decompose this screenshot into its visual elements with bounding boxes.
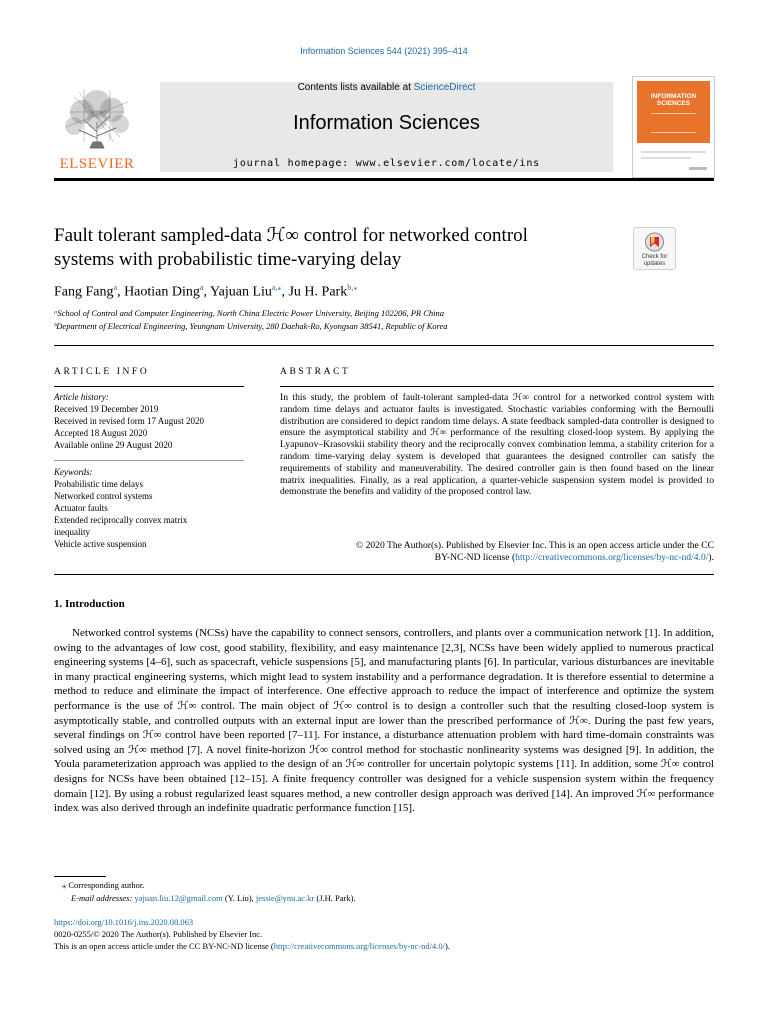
cover-text-line xyxy=(641,157,691,159)
header-rule xyxy=(54,178,714,181)
elsevier-tree-icon xyxy=(54,82,140,172)
history-item: Received in revised form 17 August 2020 xyxy=(54,416,204,426)
history-item: Accepted 18 August 2020 xyxy=(54,428,148,438)
journal-homepage[interactable]: journal homepage: www.elsevier.com/locate/ins xyxy=(233,158,540,169)
doi-line xyxy=(54,917,193,927)
copyright-line: © 2020 The Author(s). Published by Elsevier Inc. This is an open access article under the CC xyxy=(355,540,714,551)
elsevier-logo xyxy=(54,82,140,172)
email-owner: (J.H. Park). xyxy=(314,893,356,903)
keyword-item: Probabilistic time delays xyxy=(54,479,143,489)
abstract-rule xyxy=(280,386,714,387)
email-label: E-mail addresses: xyxy=(71,893,135,903)
article-title xyxy=(54,224,624,272)
oa-license-link[interactable]: http://creativecommons.org/licenses/by-nc-nd/4.0/ xyxy=(273,941,445,951)
journal-title: Information Sciences xyxy=(293,112,480,134)
cover-color-block xyxy=(637,81,710,143)
sciencedirect-link[interactable]: ScienceDirect xyxy=(413,82,476,93)
email-link[interactable]: jessie@ynu.ac.kr xyxy=(255,893,315,903)
abstract-text: In this study, the problem of fault-tolerant sampled-data ℋ∞ control for a networked control system with random time delays and actuator faults is investigated. Stochastic variables conforming with the Bernoulli distribution are considered to depict random time delays. A state feedback sampled-data controller is designed to ensure the asymptotical stability and ℋ∞ performance of the resulting closed-loop system. By applying the Lyapunov–Krasovskii stability theory and the reciprocally convex combination lemma, a stability criterion for a random time-varying delay system is developed that guarantees the designed controller can satisfy the requirements of stability and maneuverability. The desired controller gain is then found based on the linear matrix inequalities. Finally, as a real application, a quarter-vehicle suspension system model is provided to demonstrate the benefits and validity of the proposed control law. xyxy=(280,392,714,498)
history-label: Article history: xyxy=(54,392,109,402)
email-link[interactable]: yajuan.liu.12@gmail.com xyxy=(134,893,223,903)
cover-decoration xyxy=(651,113,696,133)
journal-cover-thumbnail[interactable] xyxy=(632,76,715,178)
author-affiliation-mark[interactable]: b,⁎ xyxy=(347,283,358,292)
author-name[interactable]: Fang Fang xyxy=(54,284,114,300)
cover-text-line xyxy=(641,151,706,153)
section-heading-introduction: 1. Introduction xyxy=(54,598,125,610)
check-for-updates-badge[interactable] xyxy=(633,227,676,270)
cover-title: INFORMATION SCIENCES xyxy=(650,93,697,107)
keyword-item: inequality xyxy=(54,527,90,537)
abstract-heading: ABSTRACT xyxy=(280,367,351,377)
history-item: Available online 29 August 2020 xyxy=(54,440,173,450)
oa-suffix: ). xyxy=(445,941,450,951)
keyword-item: Networked control systems xyxy=(54,491,153,501)
author-list: Fang Fang$^a$, Haotian Ding$^a$, Yajuan Liu$^{a,⁎}$, Ju H. Park$^{b,⁎}$ xyxy=(54,283,358,300)
author-affiliation-mark[interactable]: a xyxy=(113,283,118,292)
check-for-updates-label: Check for updates xyxy=(641,254,668,267)
journal-citation[interactable]: Information Sciences 544 (2021) 395–414 xyxy=(300,46,468,56)
cover-publisher-mark xyxy=(689,167,707,170)
keyword-item: Actuator faults xyxy=(54,503,108,513)
footnote-rule xyxy=(54,876,106,877)
affiliation-rule xyxy=(54,345,714,346)
affiliation-b: ᵇDepartment of Electrical Engineering, Yeungnam University, 280 Daehak-Ro, Kyongsan 38541, Republic of Korea xyxy=(54,321,448,331)
email-owner: (Y. Liu), xyxy=(222,893,256,903)
copyright-line xyxy=(280,552,714,564)
article-title-line: Fault tolerant sampled-data ℋ∞ control for networked control xyxy=(54,225,528,246)
keyword-item: Vehicle active suspension xyxy=(54,539,147,549)
author-name[interactable]: Haotian Ding xyxy=(124,284,200,300)
issn-line: 0020-0255/© 2020 The Author(s). Published by Elsevier Inc. xyxy=(54,929,263,939)
article-info-rule xyxy=(54,386,244,387)
abstract-copyright xyxy=(280,540,714,564)
keyword-item: Extended reciprocally convex matrix xyxy=(54,515,188,525)
author-affiliation-mark[interactable]: a,⁎ xyxy=(271,283,282,292)
open-access-line xyxy=(54,941,450,951)
doi-link[interactable]: https://doi.org/10.1016/j.ins.2020.08.063 xyxy=(54,917,194,927)
email-addresses xyxy=(71,893,356,903)
keywords-rule xyxy=(54,460,244,461)
affiliation-a: ᵃSchool of Control and Computer Engineering, North China Electric Power University, Beijing 102206, PR China xyxy=(54,308,445,318)
contents-line xyxy=(160,82,613,93)
article-title-line: systems with probabilistic time-varying delay xyxy=(54,249,402,270)
keywords-label: Keywords: xyxy=(54,467,93,477)
article-info-heading: ARTICLE INFO xyxy=(54,367,150,377)
corresponding-author-note: ⁎ Corresponding author. xyxy=(62,880,145,890)
license-prefix: BY-NC-ND license ( xyxy=(434,551,516,563)
author-affiliation-mark[interactable]: a xyxy=(199,283,204,292)
license-link[interactable]: http://creativecommons.org/licenses/by-nc-nd/4.0/ xyxy=(515,551,709,563)
author-name[interactable]: Yajuan Liu xyxy=(209,284,272,300)
elsevier-wordmark: ELSEVIER xyxy=(59,156,135,172)
author-name[interactable]: Ju H. Park xyxy=(288,284,348,300)
contents-prefix: Contents lists available at xyxy=(297,82,414,93)
license-suffix: ). xyxy=(708,551,714,563)
abstract-bottom-rule xyxy=(54,574,714,575)
history-item: Received 19 December 2019 xyxy=(54,404,159,414)
oa-prefix: This is an open access article under the CC BY-NC-ND license ( xyxy=(54,941,274,951)
introduction-paragraph: Networked control systems (NCSs) have the capability to connect sensors, controllers, and plants over a communication network [1]. In addition, owing to the advantages of low cost, good stability, flexibility, and easy maintenance [2,3], NCSs have been widely applied to numerous practical engineering systems [4–6], such as spacecraft, vehicle suspensions [5], and manufacturing plants [6]. In particular, various disturbances are inevitable in many practical engineering systems, which might lead to system instability and a performance degradation. It is therefore essential to determine a method to reduce and eliminate the impact of interference. One effective approach to reduce the impact of interference and optimize the system performance is the use of ℋ∞ control. The main object of ℋ∞ control is to design a controller such that the resulting closed-loop system is asymptotically stable, and controlled outputs with an external input are lower than the prescribed performance of ℋ∞. During the past few years, several findings on ℋ∞ control have been reported [7–11]. For instance, a disturbance attenuation problem with hard time-domain constraints was solved using an ℋ∞ method [7]. A novel finite-horizon ℋ∞ control method for stochastic nonlinearity systems was designed [9]. In addition, the Youla parameterization approach was applied to the design of an ℋ∞ controller for uncertain polytopic systems [11]. In addition, some ℋ∞ control designs for NCSs have been obtained [12–15]. A finite frequency controller was designed for a vehicle suspension system within the frequency domain [12]. By using a robust regularized least squares method, a new controller design approach was derived [14]. An improved ℋ∞ performance index was also derived through an indefinite quadratic performance function [15]. xyxy=(54,627,714,815)
